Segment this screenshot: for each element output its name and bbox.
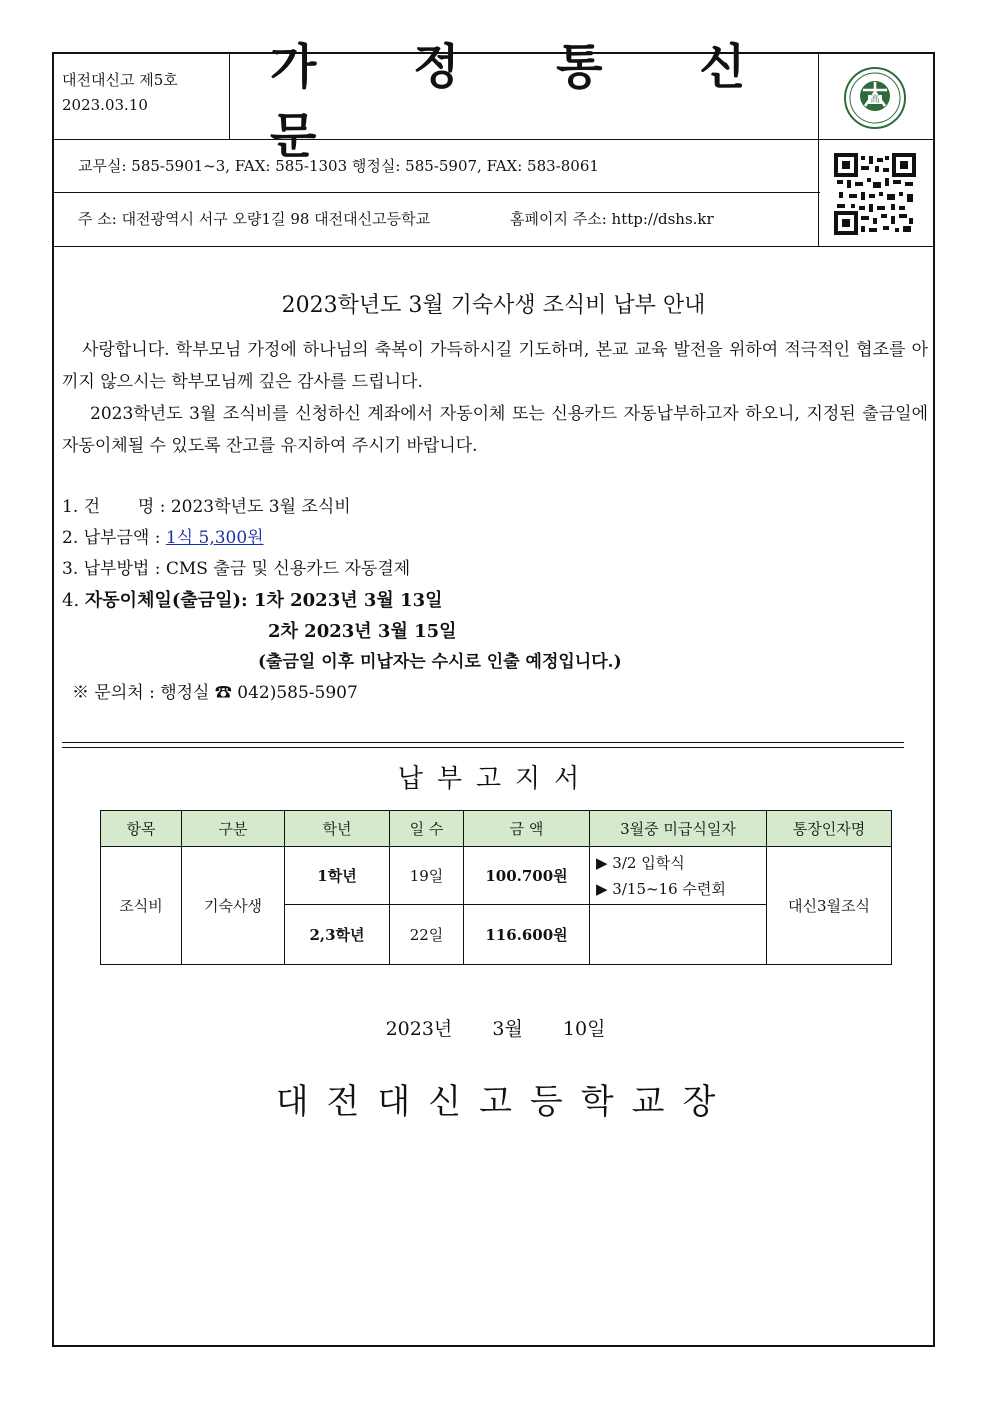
col-category: 구분 xyxy=(182,811,285,847)
double-divider xyxy=(62,742,904,748)
header-row-title xyxy=(54,39,933,164)
payment-notice-table xyxy=(100,810,892,965)
payment-items xyxy=(62,492,622,709)
issue-info xyxy=(54,54,230,140)
cell-grade: 1학년 xyxy=(285,847,390,905)
newsletter-title: 가 정 통 신 문 xyxy=(270,39,786,164)
cell-days: 22일 xyxy=(390,905,464,965)
cell-amount: 100.700원 xyxy=(464,847,590,905)
notice-title: 납부고지서 xyxy=(397,764,594,794)
school-logo-and-qr xyxy=(819,54,932,244)
table-row xyxy=(101,847,892,905)
cell-account-name: 대신3월조식 xyxy=(767,847,892,965)
skip-date-1: ▶ 3/2 입학식 xyxy=(596,853,685,872)
seal-character: 高 xyxy=(870,95,880,105)
col-days: 일 수 xyxy=(390,811,464,847)
item-name: 1. 건 명 : 2023학년도 3월 조식비 xyxy=(62,497,351,517)
cell-category: 기숙사생 xyxy=(182,847,285,965)
debit-note: (출금일 이후 미납자는 수시로 인출 예정입니다.) xyxy=(258,652,622,672)
issue-date-footer: 2023년 3월 10일 xyxy=(385,1018,606,1040)
homepage-link[interactable]: 홈페이지 주소: http://dshs.kr xyxy=(510,210,714,228)
col-skip-dates: 3월중 미급식일자 xyxy=(590,811,767,847)
col-account-name: 통장인자명 xyxy=(767,811,892,847)
school-address: 주 소: 대전광역시 서구 오량1길 98 대전대신고등학교 xyxy=(78,210,431,228)
payment-paragraph: 2023학년도 3월 조식비를 신청하신 계좌에서 자동이체 또는 신용카드 자동납부하고자 하오니, 지정된 출금일에 자동이체될 수 있도록 잔고를 유지하여 주시기 바랍니다. xyxy=(62,404,928,456)
principal-signature: 대전대신고등학교장 xyxy=(275,1082,734,1122)
issue-date: 2023.03.10 xyxy=(62,96,148,114)
table-header-row xyxy=(101,811,892,847)
skip-date-2: ▶ 3/15~16 수련회 xyxy=(596,879,726,898)
item-debit-date: 4. 자동이체일(출금일): 1차 2023년 3월 13일 xyxy=(62,590,443,611)
greeting-paragraph: 사랑합니다. 학부모님 가정에 하나님의 축복이 가득하시길 기도하며, 본교 교육 발전을 위하여 적극적인 협조를 아끼지 않으시는 학부모님께 깊은 감사를 드립니다. xyxy=(62,340,928,392)
header-divider xyxy=(54,246,933,247)
logo-cell xyxy=(818,54,933,246)
document-frame xyxy=(52,39,935,1347)
inquiry-contact: ※ 문의처 : 행정실 ☎ 042)585-5907 xyxy=(72,683,358,703)
cell-item: 조식비 xyxy=(101,847,182,965)
cell-skip-dates xyxy=(590,847,767,905)
cell-amount: 116.600원 xyxy=(464,905,590,965)
address-row xyxy=(54,193,820,246)
item-amount: 2. 납부금액 : 1식 5,300원 xyxy=(62,528,264,548)
qr-code-icon xyxy=(835,154,915,234)
cell-skip-dates-empty xyxy=(590,905,767,965)
col-amount: 금 액 xyxy=(464,811,590,847)
col-grade: 학년 xyxy=(285,811,390,847)
item-method: 3. 납부방법 : CMS 출금 및 신용카드 자동결제 xyxy=(62,559,411,579)
issue-number: 대전대신고 제5호 xyxy=(62,71,178,89)
cell-days: 19일 xyxy=(390,847,464,905)
contact-row: 교무실: 585-5901~3, FAX: 585-1303 행정실: 585-5907, FAX: 583-8061 xyxy=(54,140,820,193)
document-title: 2023학년도 3월 기숙사생 조식비 납부 안내 xyxy=(281,293,706,318)
col-item: 항목 xyxy=(101,811,182,847)
debit-date-second: 2차 2023년 3월 15일 xyxy=(268,621,457,642)
amount-link[interactable]: 1식 5,300원 xyxy=(165,528,264,548)
cell-grade: 2,3학년 xyxy=(285,905,390,965)
